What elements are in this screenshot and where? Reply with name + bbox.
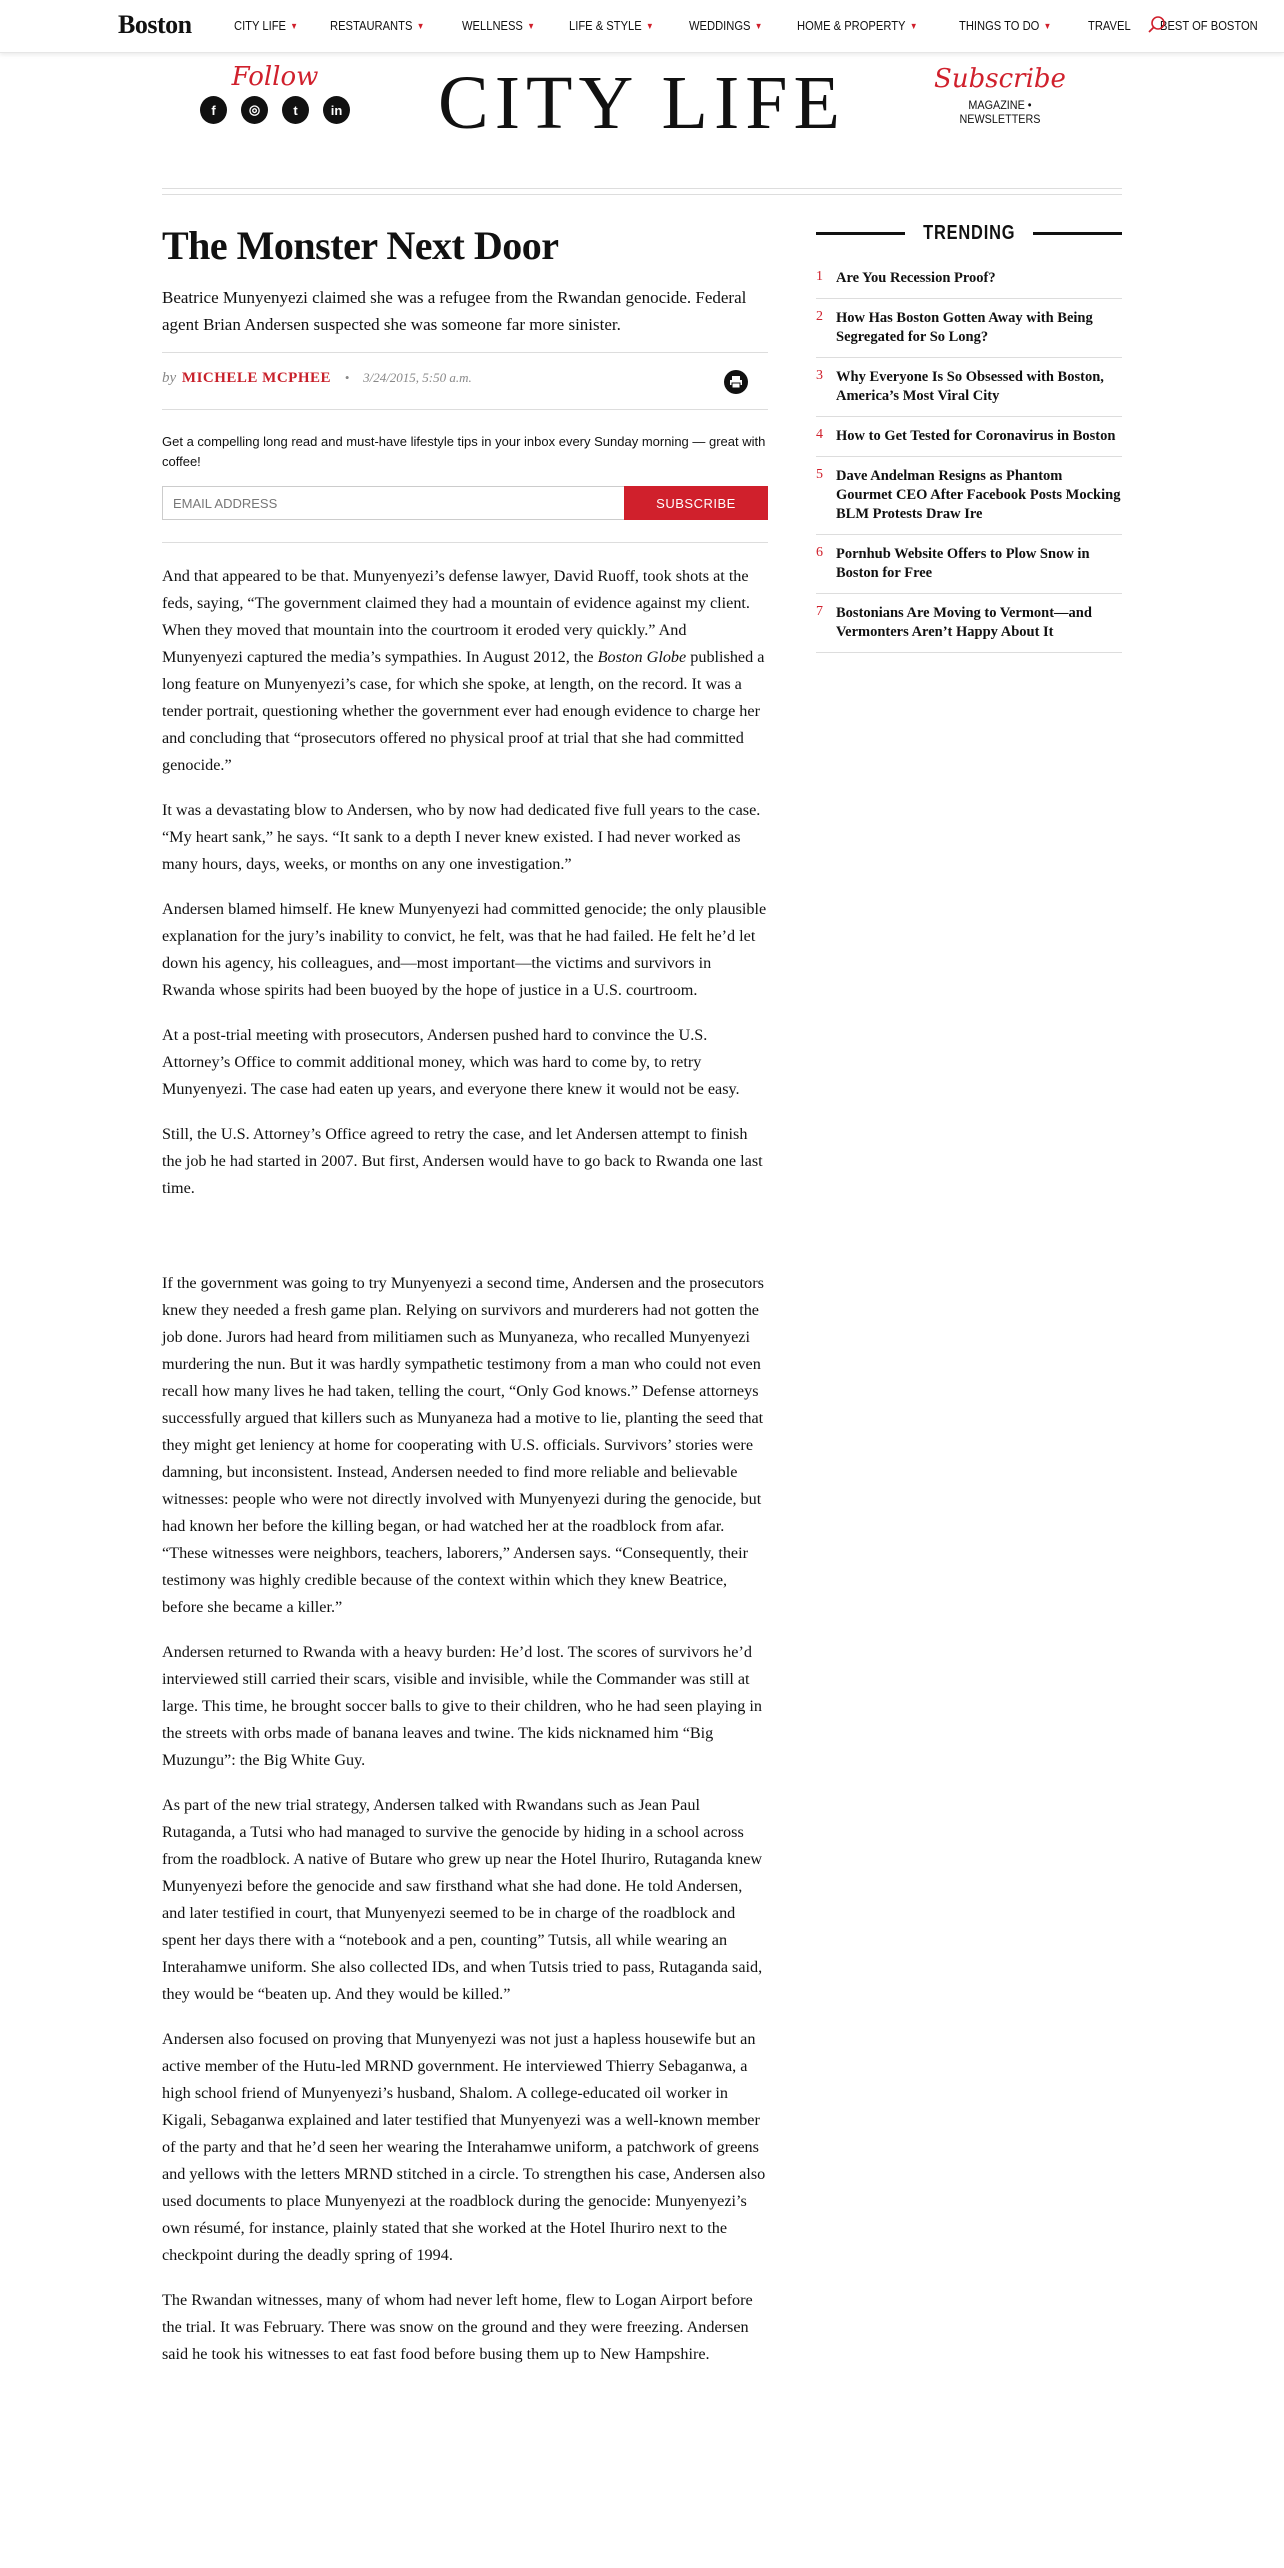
nav-item-label: LIFE & STYLE	[568, 18, 642, 33]
caret-down-icon: ▼	[909, 20, 918, 31]
nav-item-label: CITY LIFE	[234, 18, 286, 33]
trending-title: TRENDING	[922, 222, 1016, 244]
nav-item-label: BEST OF BOSTON	[1159, 18, 1258, 33]
byline-bar	[162, 352, 768, 410]
nav-menu	[234, 18, 1284, 33]
body-paragraph: It was a devastating blow to Andersen, who by now had dedicated five full years to the case. “My heart sank,” he says. “It sank to a depth I never knew existed. I had never worked as many hours, days, weeks, or months on any one investigation.”	[162, 801, 761, 873]
caret-down-icon: ▼	[290, 20, 298, 31]
follow-label: Follow	[231, 62, 319, 92]
nav-item-home-property[interactable]	[797, 18, 917, 33]
body-paragraph: If the government was going to try Munyenyezi a second time, Andersen and the prosecutors knew they needed a fresh game plan. Relying on survivors and murderers had not gotten the job done. Jurors had heard from militiamen such as Munyaneza, who recalled Munyenyezi murdering the nun. But it was hardly sympathetic testimony from a man who could not even recall how many lives he had taken, telling the court, “Only God knows.” Defense attorneys successfully argued that killers such as Munyaneza had a motive to lie, planting the seed that they might get leniency at home for cooperating with U.S. officials. Survivors’ stories were damning, but inconsistent. Instead, Andersen needed to find more reliable and believable witnesses: people who were not directly involved with Munyenyezi during the genocide, but had known her before the killing began, or had watched her at the roadblock from afar. “These witnesses were neighbors, teachers, laborers,” Andersen says. “Consequently, their testimony was highly credible because of the context within which they knew Beatrice, before she became a killer.”	[162, 1274, 764, 1616]
trending-rank: 4	[816, 427, 823, 442]
trending-link[interactable]: Why Everyone Is So Obsessed with Boston, America’s Most Viral City	[836, 369, 1104, 404]
nav-item-city-life[interactable]	[234, 18, 298, 33]
trending-item[interactable]	[816, 594, 1122, 653]
subscribe-link[interactable]: Subscribe	[934, 64, 1066, 94]
nav-item-label: WEDDINGS	[689, 18, 751, 33]
trending-header	[816, 222, 1122, 245]
trending-item[interactable]	[816, 457, 1122, 535]
byline-prefix: by	[162, 370, 177, 386]
social-links	[200, 96, 350, 124]
nav-item-life-style[interactable]	[569, 18, 654, 33]
caret-down-icon: ▼	[755, 20, 763, 31]
newsletter-promo: Get a compelling long read and must-have lifestyle tips in your inbox every Sunday morning — great with coffee!	[162, 434, 766, 469]
nav-item-best-of-boston[interactable]	[1160, 18, 1258, 33]
top-nav	[0, 0, 1284, 53]
author-link[interactable]: MICHELE MCPHEE	[181, 370, 332, 386]
body-paragraph: At a post-trial meeting with prosecutors, Andersen pushed hard to convince the U.S. Attorney’s Office to commit additional money, which was hard to come by, to retry Munyenyezi. The case had eaten up years, and everyone there knew it would not be easy.	[162, 1026, 740, 1098]
trending-item[interactable]	[816, 417, 1122, 457]
nav-item-label: RESTAURANTS	[330, 18, 413, 33]
linkedin-icon[interactable]: in	[323, 96, 350, 124]
section-break	[162, 1220, 768, 1270]
trending-rule	[816, 232, 905, 235]
trending-list	[816, 259, 1122, 653]
article-dek: Beatrice Munyenyezi claimed she was a refugee from the Rwandan genocide. Federal agent Brian Andersen suspected she was someone far more sinister.	[162, 288, 747, 334]
email-input[interactable]	[162, 486, 624, 520]
caret-down-icon: ▼	[417, 20, 425, 31]
nav-item-restaurants[interactable]	[330, 18, 424, 33]
newsletter-divider	[162, 542, 768, 543]
trending-rank: 2	[816, 309, 823, 324]
follow-block	[200, 62, 350, 124]
body-paragraph: Still, the U.S. Attorney’s Office agreed to retry the case, and let Andersen attempt to finish the job he had started in 2007. But first, Andersen would have to go back to Rwanda one last time.	[162, 1125, 763, 1197]
trending-sidebar	[816, 222, 1122, 653]
site-logo[interactable]: Boston	[118, 10, 192, 39]
nav-item-things-to-do[interactable]	[959, 18, 1051, 33]
article	[162, 220, 768, 2386]
byline	[162, 370, 472, 387]
nav-item-label: THINGS TO DO	[958, 18, 1040, 33]
facebook-icon[interactable]: f	[200, 96, 227, 124]
trending-rank: 1	[816, 269, 823, 284]
body-paragraph: Andersen also focused on proving that Munyenyezi was not just a hapless housewife but an active member of the Hutu-led MRND government. He interviewed Thierry Sebaganwa, a high school friend of Munyenyezi’s husband, Shalom. A college-educated oil worker in Kigali, Sebaganwa explained and later testified that Munyenyezi was a well-known member of the party and that he’d seen her wearing the Interahamwe uniform, a patchwork of greens and yellows with the letters MRND stitched in a circle. To strengthen his case, Andersen also used documents to place Munyenyezi at the roadblock during the genocide: Munyenyezi’s own résumé, for instance, plainly stated that she worked at the Hotel Ihuriro next to the checkpoint during the deadly spring of 1994.	[162, 2030, 766, 2264]
article-body	[162, 563, 768, 2368]
header-divider	[162, 194, 1122, 195]
article-headline: The Monster Next Door	[162, 223, 559, 268]
trending-item[interactable]	[816, 299, 1122, 358]
trending-item[interactable]	[816, 535, 1122, 594]
body-paragraph: As part of the new trial strategy, Andersen talked with Rwandans such as Jean Paul Rutaganda, a Tutsi who had managed to survive the genocide by hiding in a school across from the roadblock. A native of Butare who grew up near the Hotel Ihuriro, Rutaganda knew Munyenyezi before the genocide and saw firsthand what she had done. He told Andersen, and later testified in court, that Munyenyezi seemed to be in charge of the roadblock and spent her days there with a “notebook and a pen, counting” Tutsis, all while wearing an Interahamwe uniform. She also collected IDs, and when Tutsis tried to pass, Rutaganda said, they would be “beaten up. And they would be killed.”	[162, 1796, 763, 2003]
instagram-icon[interactable]: ◎	[241, 96, 268, 124]
search-icon[interactable]	[1146, 14, 1168, 36]
nav-item-label: HOME & PROPERTY	[796, 18, 906, 33]
trending-link[interactable]: How to Get Tested for Coronavirus in Boston	[836, 428, 1116, 444]
trending-rule	[1033, 232, 1122, 235]
twitter-icon[interactable]: t	[282, 96, 309, 124]
section-masthead: CITY LIFE	[438, 61, 846, 145]
trending-link[interactable]: How Has Boston Gotten Away with Being Segregated for So Long?	[836, 310, 1093, 345]
publish-date: 3/24/2015, 5:50 a.m.	[363, 370, 472, 385]
newsletter-form	[162, 486, 768, 520]
trending-link[interactable]: Are You Recession Proof?	[836, 270, 996, 286]
caret-down-icon: ▼	[1043, 20, 1052, 31]
subscribe-block	[930, 64, 1070, 126]
trending-link[interactable]: Pornhub Website Offers to Plow Snow in Boston for Free	[836, 546, 1090, 581]
trending-item[interactable]	[816, 358, 1122, 417]
date-separator: •	[344, 370, 350, 385]
body-paragraph: Andersen returned to Rwanda with a heavy burden: He’d lost. The scores of survivors he’d interviewed still carried their scars, visible and invisible, while the Commander was still at large. This time, he brought soccer balls to give to their children, who he had seen playing in the streets with orbs made of banana leaves and twine. The kids nicknamed him “Big Muzungu”: the Big White Guy.	[162, 1643, 762, 1769]
trending-link[interactable]: Bostonians Are Moving to Vermont—and Vermonters Aren’t Happy About It	[836, 605, 1092, 640]
body-paragraph: And that appeared to be that. Munyenyezi’s defense lawyer, David Ruoff, took shots at the feds, saying, “The government claimed they had a mountain of evidence against my client. When they moved that mountain into the courtroom it eroded very quickly.” And Munyenyezi captured the media’s sympathies. In August 2012, the Boston Globe published a long feature on Munyenyezi’s case, for which she spoke, at length, on the record. It was a tender portrait, questioning whether the government ever had enough evidence to charge her and concluding that “prosecutors offered no physical proof at trial that she had committed genocide.”	[162, 567, 765, 774]
body-paragraph: Andersen blamed himself. He knew Munyenyezi had committed genocide; the only plausible explanation for the jury’s inability to convict, he felt, was that he had failed. He felt he’d let down his agency, his colleagues, and—most important—the victims and survivors in Rwanda whose spirits had been buoyed by the hope of justice in a U.S. courtroom.	[162, 900, 767, 999]
trending-rank: 7	[816, 604, 823, 619]
trending-rank: 6	[816, 545, 823, 560]
nav-item-label: TRAVEL	[1088, 18, 1131, 33]
newsletter-subscribe-button[interactable]: SUBSCRIBE	[624, 486, 768, 520]
trending-item[interactable]	[816, 259, 1122, 299]
body-paragraph: The Rwandan witnesses, many of whom had never left home, flew to Logan Airport before the trial. It was February. There was snow on the ground and they were freezing. Andersen said he took his witnesses to eat fast food before busing them up to New Hampshire.	[162, 2291, 753, 2363]
nav-item-travel[interactable]	[1088, 18, 1131, 33]
header-divider	[162, 188, 1122, 189]
caret-down-icon: ▼	[527, 20, 535, 31]
nav-item-label: WELLNESS	[462, 18, 524, 33]
caret-down-icon: ▼	[645, 20, 654, 31]
print-icon[interactable]	[724, 370, 748, 394]
trending-link[interactable]: Dave Andelman Resigns as Phantom Gourmet CEO After Facebook Posts Mocking BLM Protests Draw Ire	[836, 468, 1121, 522]
nav-item-weddings[interactable]	[689, 18, 762, 33]
trending-rank: 5	[816, 467, 823, 482]
trending-rank: 3	[816, 368, 823, 383]
subscribe-options[interactable]: MAGAZINE • NEWSLETTERS	[959, 98, 1041, 126]
nav-item-wellness[interactable]	[462, 18, 535, 33]
